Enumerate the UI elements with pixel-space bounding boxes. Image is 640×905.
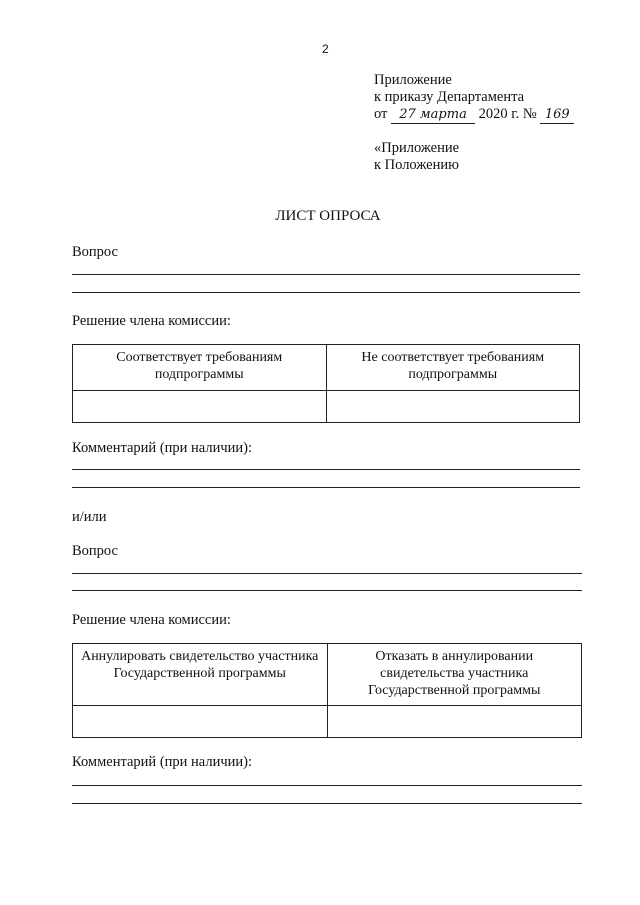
comment-line bbox=[72, 803, 582, 804]
decision-table bbox=[72, 344, 580, 423]
page-number: 2 bbox=[322, 42, 329, 56]
answer-line bbox=[72, 590, 582, 591]
decision-cell[interactable] bbox=[327, 706, 582, 738]
handwritten-date: 27 марта bbox=[391, 106, 475, 124]
table-header-cell: Не соответствует требованиям подпрограммы bbox=[326, 345, 580, 391]
comment-label: Комментарий (при наличии): bbox=[72, 754, 253, 770]
comment-label: Комментарий (при наличии): bbox=[72, 440, 253, 456]
answer-line bbox=[72, 274, 580, 275]
comment-line bbox=[72, 469, 580, 470]
document-title: ЛИСТ ОПРОСА bbox=[275, 208, 381, 224]
table-header-cell: Отказать в аннулировании свидетельства участника Государственной программы bbox=[327, 644, 582, 706]
decision-cell[interactable] bbox=[326, 391, 580, 423]
year-text: 2020 г. № bbox=[478, 106, 537, 122]
table-header-cell: Соответствует требованиям подпрограммы bbox=[73, 345, 327, 391]
question-label: Вопрос bbox=[72, 543, 118, 559]
handwritten-number: 169 bbox=[540, 106, 574, 124]
answer-line bbox=[72, 573, 582, 574]
header-line-1: Приложение bbox=[374, 72, 452, 88]
sub-header-line-2: к Положению bbox=[374, 157, 459, 173]
decision-label: Решение члена комиссии: bbox=[72, 612, 231, 628]
header-line-2: к приказу Департамента bbox=[374, 89, 525, 105]
comment-line bbox=[72, 487, 580, 488]
sub-header-line-1: «Приложение bbox=[374, 140, 460, 156]
date-prefix: от bbox=[374, 106, 388, 122]
separator-text: и/или bbox=[72, 509, 107, 525]
decision-cell[interactable] bbox=[73, 706, 328, 738]
decision-table bbox=[72, 643, 582, 738]
comment-line bbox=[72, 785, 582, 786]
header-block bbox=[374, 72, 614, 174]
table-header-cell: Аннулировать свидетельство участника Государственной программы bbox=[73, 644, 328, 706]
header-date-line bbox=[374, 106, 614, 124]
decision-label: Решение члена комиссии: bbox=[72, 313, 231, 329]
answer-line bbox=[72, 292, 580, 293]
question-label: Вопрос bbox=[72, 244, 118, 260]
decision-cell[interactable] bbox=[73, 391, 327, 423]
